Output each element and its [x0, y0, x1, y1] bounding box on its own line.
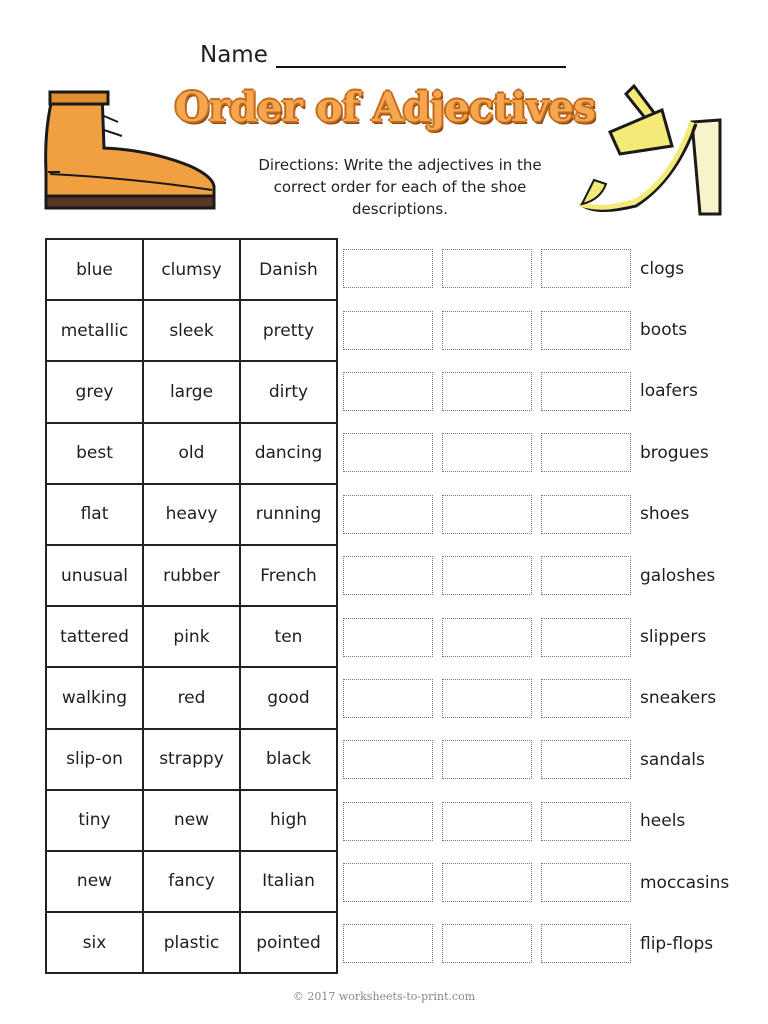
- answer-blank[interactable]: [343, 863, 433, 902]
- adjective-cell: pink: [143, 606, 240, 667]
- answer-row: [343, 729, 729, 790]
- high-heel-sandal-icon: [576, 80, 726, 222]
- adjective-row: [46, 300, 337, 361]
- answer-blank[interactable]: [442, 249, 532, 288]
- page-title: Order of Adjectives: [174, 84, 596, 131]
- answer-blank[interactable]: [541, 679, 631, 718]
- adjective-cell: new: [143, 790, 240, 851]
- adjective-cell: pretty: [240, 300, 337, 361]
- boot-icon: [40, 86, 220, 216]
- answer-blank[interactable]: [541, 311, 631, 350]
- adjective-cell: strappy: [143, 729, 240, 790]
- answer-blank[interactable]: [343, 372, 433, 411]
- adjective-row: [46, 729, 337, 790]
- answer-row: [343, 791, 729, 852]
- answer-row: [343, 238, 729, 299]
- adjective-cell: metallic: [46, 300, 143, 361]
- answer-blank[interactable]: [541, 863, 631, 902]
- adjective-cell: black: [240, 729, 337, 790]
- adjective-row: [46, 484, 337, 545]
- adjective-cell: blue: [46, 239, 143, 300]
- adjective-cell: ten: [240, 606, 337, 667]
- shoe-noun: sandals: [640, 749, 705, 770]
- adjective-cell: good: [240, 667, 337, 728]
- answer-row: [343, 422, 729, 483]
- adjective-cell: six: [46, 912, 143, 973]
- answer-blank[interactable]: [343, 249, 433, 288]
- answer-blank[interactable]: [541, 618, 631, 657]
- answer-row: [343, 299, 729, 360]
- adjective-cell: walking: [46, 667, 143, 728]
- shoe-noun: heels: [640, 811, 686, 832]
- shoe-noun: loafers: [640, 381, 698, 402]
- shoe-noun: brogues: [640, 442, 709, 463]
- adjective-row: [46, 790, 337, 851]
- copyright-footer: © 2017 worksheets-to-print.com: [292, 990, 476, 1003]
- shoe-noun: slippers: [640, 627, 707, 648]
- shoe-noun: galoshes: [640, 565, 716, 586]
- adjective-cell: red: [143, 667, 240, 728]
- adjective-row: [46, 667, 337, 728]
- answer-blank[interactable]: [343, 433, 433, 472]
- answer-blank[interactable]: [541, 433, 631, 472]
- adjective-cell: fancy: [143, 851, 240, 912]
- answer-row: [343, 545, 729, 606]
- adjective-grid: [45, 238, 338, 974]
- adjective-cell: old: [143, 423, 240, 484]
- answer-blank[interactable]: [442, 311, 532, 350]
- shoe-noun: flip-flops: [640, 933, 714, 954]
- answer-row: [343, 361, 729, 422]
- adjective-cell: Danish: [240, 239, 337, 300]
- shoe-noun: sneakers: [640, 688, 717, 709]
- answer-blank[interactable]: [343, 740, 433, 779]
- answer-blank[interactable]: [442, 863, 532, 902]
- adjective-cell: heavy: [143, 484, 240, 545]
- answer-blank[interactable]: [343, 802, 433, 841]
- answer-blank[interactable]: [442, 618, 532, 657]
- directions-text: Directions: Write the adjectives in the correct order for each of the shoe descriptions.: [258, 156, 542, 218]
- answer-blank[interactable]: [442, 556, 532, 595]
- answer-blank[interactable]: [442, 740, 532, 779]
- adjective-cell: plastic: [143, 912, 240, 973]
- adjective-row: [46, 423, 337, 484]
- adjective-cell: pointed: [240, 912, 337, 973]
- answer-blank[interactable]: [541, 249, 631, 288]
- adjective-cell: clumsy: [143, 239, 240, 300]
- answer-blank[interactable]: [541, 740, 631, 779]
- answer-blank[interactable]: [343, 556, 433, 595]
- adjective-cell: dirty: [240, 361, 337, 422]
- answer-blank[interactable]: [442, 372, 532, 411]
- answer-blank[interactable]: [541, 924, 631, 963]
- adjective-cell: high: [240, 790, 337, 851]
- answer-blank[interactable]: [442, 924, 532, 963]
- answer-blank[interactable]: [343, 924, 433, 963]
- adjective-row: [46, 239, 337, 300]
- adjective-cell: rubber: [143, 545, 240, 606]
- name-field: [200, 42, 566, 68]
- answer-blank[interactable]: [442, 679, 532, 718]
- answer-row: [343, 913, 729, 974]
- adjective-row: [46, 606, 337, 667]
- adjective-cell: flat: [46, 484, 143, 545]
- answer-blank[interactable]: [541, 372, 631, 411]
- answer-blank[interactable]: [343, 495, 433, 534]
- adjective-cell: Italian: [240, 851, 337, 912]
- answer-row: [343, 852, 729, 913]
- adjective-row: [46, 545, 337, 606]
- answer-blank[interactable]: [343, 311, 433, 350]
- answer-blank[interactable]: [442, 495, 532, 534]
- adjective-cell: new: [46, 851, 143, 912]
- answer-blank[interactable]: [541, 802, 631, 841]
- adjective-cell: tiny: [46, 790, 143, 851]
- name-blank-line[interactable]: [276, 42, 566, 68]
- answer-blank[interactable]: [442, 433, 532, 472]
- answer-blank[interactable]: [541, 495, 631, 534]
- adjective-cell: sleek: [143, 300, 240, 361]
- answer-row: [343, 484, 729, 545]
- answer-blank[interactable]: [343, 618, 433, 657]
- answer-rows: [343, 238, 729, 975]
- shoe-noun: shoes: [640, 504, 690, 525]
- adjective-cell: large: [143, 361, 240, 422]
- adjective-row: [46, 851, 337, 912]
- adjective-row: [46, 912, 337, 973]
- shoe-noun: clogs: [640, 258, 685, 279]
- shoe-noun: moccasins: [640, 872, 730, 893]
- answer-blank[interactable]: [442, 802, 532, 841]
- adjective-cell: French: [240, 545, 337, 606]
- adjective-cell: dancing: [240, 423, 337, 484]
- adjective-cell: grey: [46, 361, 143, 422]
- answer-row: [343, 606, 729, 667]
- answer-blank[interactable]: [343, 679, 433, 718]
- answer-row: [343, 668, 729, 729]
- adjective-cell: slip-on: [46, 729, 143, 790]
- adjective-row: [46, 361, 337, 422]
- shoe-noun: boots: [640, 320, 688, 341]
- adjective-cell: running: [240, 484, 337, 545]
- adjective-cell: unusual: [46, 545, 143, 606]
- name-label: Name: [200, 42, 268, 68]
- answer-blank[interactable]: [541, 556, 631, 595]
- adjective-cell: tattered: [46, 606, 143, 667]
- adjective-cell: best: [46, 423, 143, 484]
